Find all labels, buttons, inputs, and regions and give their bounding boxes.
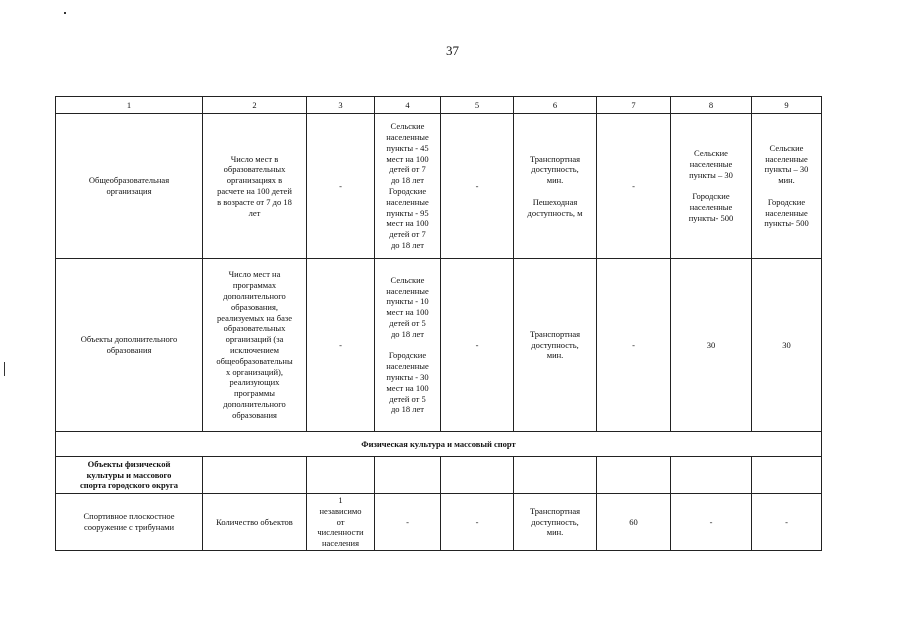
cell-indicator: Количество объектов: [203, 494, 307, 551]
cell-c9: 30: [752, 259, 822, 432]
scan-mark-left: [4, 362, 5, 376]
cell-c7: -: [597, 114, 671, 259]
cell-c6: Транспортная доступность, мин.: [514, 259, 597, 432]
cell-c3: -: [307, 259, 375, 432]
empty-cell: [752, 457, 822, 494]
empty-cell: [671, 457, 752, 494]
section-row: [56, 432, 822, 457]
header-cell-6: 6: [514, 97, 597, 114]
empty-cell: [597, 457, 671, 494]
subsection-row: [56, 457, 822, 494]
cell-c8: 30: [671, 259, 752, 432]
cell-c9: Сельские населенные пункты – 30 мин. Городские населенные пункты- 500: [752, 114, 822, 259]
table-row: [56, 494, 822, 551]
cell-indicator: Число мест в образовательных организациях в расчете на 100 детей в возрасте от 7 до 18 лет: [203, 114, 307, 259]
section-title: Физическая культура и массовый спорт: [56, 432, 822, 457]
header-cell-7: 7: [597, 97, 671, 114]
header-cell-1: 1: [56, 97, 203, 114]
cell-c5: -: [441, 494, 514, 551]
empty-cell: [307, 457, 375, 494]
header-cell-2: 2: [203, 97, 307, 114]
header-cell-4: 4: [375, 97, 441, 114]
cell-c4: -: [375, 494, 441, 551]
cell-c9: -: [752, 494, 822, 551]
header-cell-3: 3: [307, 97, 375, 114]
cell-c7: -: [597, 259, 671, 432]
cell-indicator: Число мест на программах дополнительного образования, реализуемых на базе образовательных организаций (за исключением общеобразовательны х организаций), реализующих программы дополнительного образования: [203, 259, 307, 432]
cell-object: Спортивное плоскостное сооружение с трибунами: [56, 494, 203, 551]
cell-c3: -: [307, 114, 375, 259]
cell-c5: -: [441, 114, 514, 259]
cell-c4: Сельские населенные пункты - 10 мест на 100 детей от 5 до 18 лет Городские населенные пункты - 30 мест на 100 детей от 5 до 18 лет: [375, 259, 441, 432]
cell-c8: Сельские населенные пункты – 30 Городские населенные пункты- 500: [671, 114, 752, 259]
data-table: [55, 96, 822, 551]
cell-c6: Транспортная доступность, мин. Пешеходная доступность, м: [514, 114, 597, 259]
empty-cell: [203, 457, 307, 494]
scan-speck-top: [64, 12, 66, 14]
cell-c3: 1 независимо от численности населения: [307, 494, 375, 551]
empty-cell: [441, 457, 514, 494]
empty-cell: [514, 457, 597, 494]
table-row: [56, 259, 822, 432]
header-cell-9: 9: [752, 97, 822, 114]
cell-c6: Транспортная доступность, мин.: [514, 494, 597, 551]
cell-object: Общеобразовательная организация: [56, 114, 203, 259]
table-header-row: [56, 97, 822, 114]
cell-c4: Сельские населенные пункты - 45 мест на 100 детей от 7 до 18 лет Городские населенные пункты - 95 мест на 100 детей от 7 до 18 лет: [375, 114, 441, 259]
header-cell-5: 5: [441, 97, 514, 114]
cell-c8: -: [671, 494, 752, 551]
page-number: 37: [446, 43, 459, 58]
subsection-title: Объекты физической культуры и массового спорта городского округа: [56, 457, 203, 494]
header-cell-8: 8: [671, 97, 752, 114]
cell-c5: -: [441, 259, 514, 432]
cell-c7: 60: [597, 494, 671, 551]
empty-cell: [375, 457, 441, 494]
table-row: [56, 114, 822, 259]
cell-object: Объекты дополнительного образования: [56, 259, 203, 432]
